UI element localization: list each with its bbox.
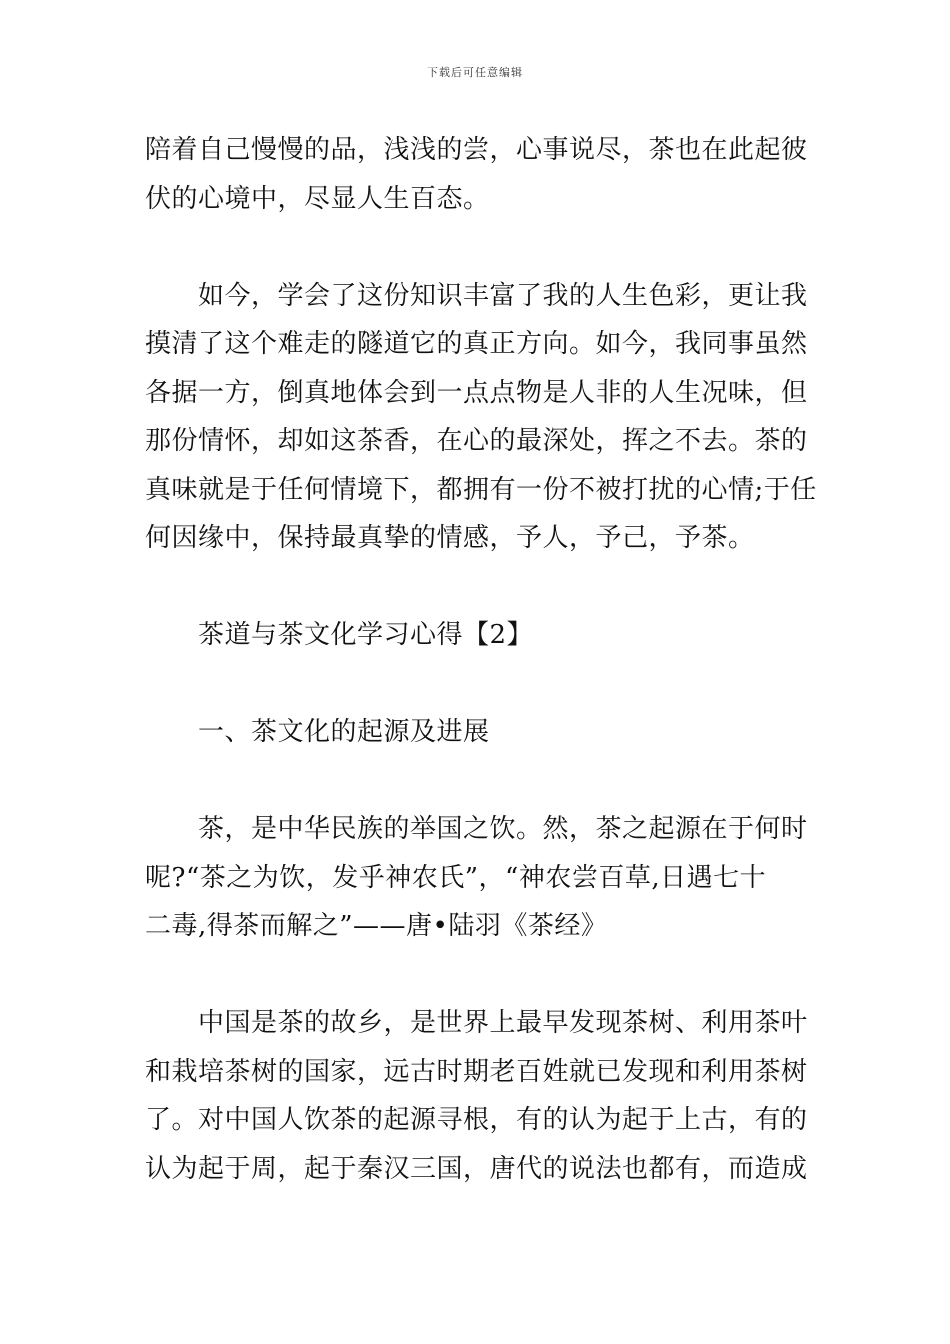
paragraph-line: 认为起于周，起于秦汉三国，唐代的说法也都有，而造成 <box>145 1153 808 1184</box>
paragraph-line: 伏的心境中，尽显人生百态。 <box>145 183 490 214</box>
paragraph-line: 各据一方，倒真地体会到一点点物是人非的人生况味，但 <box>145 377 808 408</box>
paragraph-line: 了。对中国人饮茶的起源寻根，有的认为起于上古，有的 <box>145 1105 808 1135</box>
document-body <box>145 126 817 1193</box>
blank-line <box>145 660 813 709</box>
blank-line <box>145 951 813 1000</box>
paragraph-line: 何因缘中，保持最真挚的情感，予人，予己，予茶。 <box>145 523 755 553</box>
paragraph-line: 真味就是于任何情境下，都拥有一份不被打扰的心情;于任 <box>145 474 817 505</box>
page-header: 下载后可任意编辑 <box>427 66 523 79</box>
section-heading: 一、茶文化的起源及进展 <box>198 717 490 747</box>
blank-line <box>145 223 813 272</box>
blank-line <box>145 563 813 612</box>
paragraph-line: 摸清了这个难走的隧道它的真正方向。如今，我同事虽然 <box>145 329 808 359</box>
paragraph-line: 如今，学会了这份知识丰富了我的人生色彩，更让我 <box>198 280 808 311</box>
paragraph-line: 中国是茶的故乡，是世界上最早发现茶树、利用茶叶 <box>198 1008 808 1038</box>
paragraph-line: 陪着自己慢慢的品，浅浅的尝，心事说尽，茶也在此起彼 <box>145 135 808 165</box>
paragraph-line: 那份情怀，却如这茶香，在心的最深处，挥之不去。茶的 <box>145 426 808 456</box>
paragraph-line: 呢?“茶之为饮，发乎神农氏”，“神农尝百草,日遇七十 <box>145 862 767 893</box>
section-title: 茶道与茶文化学习心得【2】 <box>198 620 534 650</box>
paragraph-line: 茶，是中华民族的举国之饮。然，茶之起源在于何时 <box>198 814 808 844</box>
blank-line <box>145 757 813 806</box>
paragraph-line: 和栽培茶树的国家，远古时期老百姓就已发现和利用茶树 <box>145 1056 808 1087</box>
paragraph-line: 二毒,得茶而解之”——唐•陆羽《茶经》 <box>145 911 608 941</box>
